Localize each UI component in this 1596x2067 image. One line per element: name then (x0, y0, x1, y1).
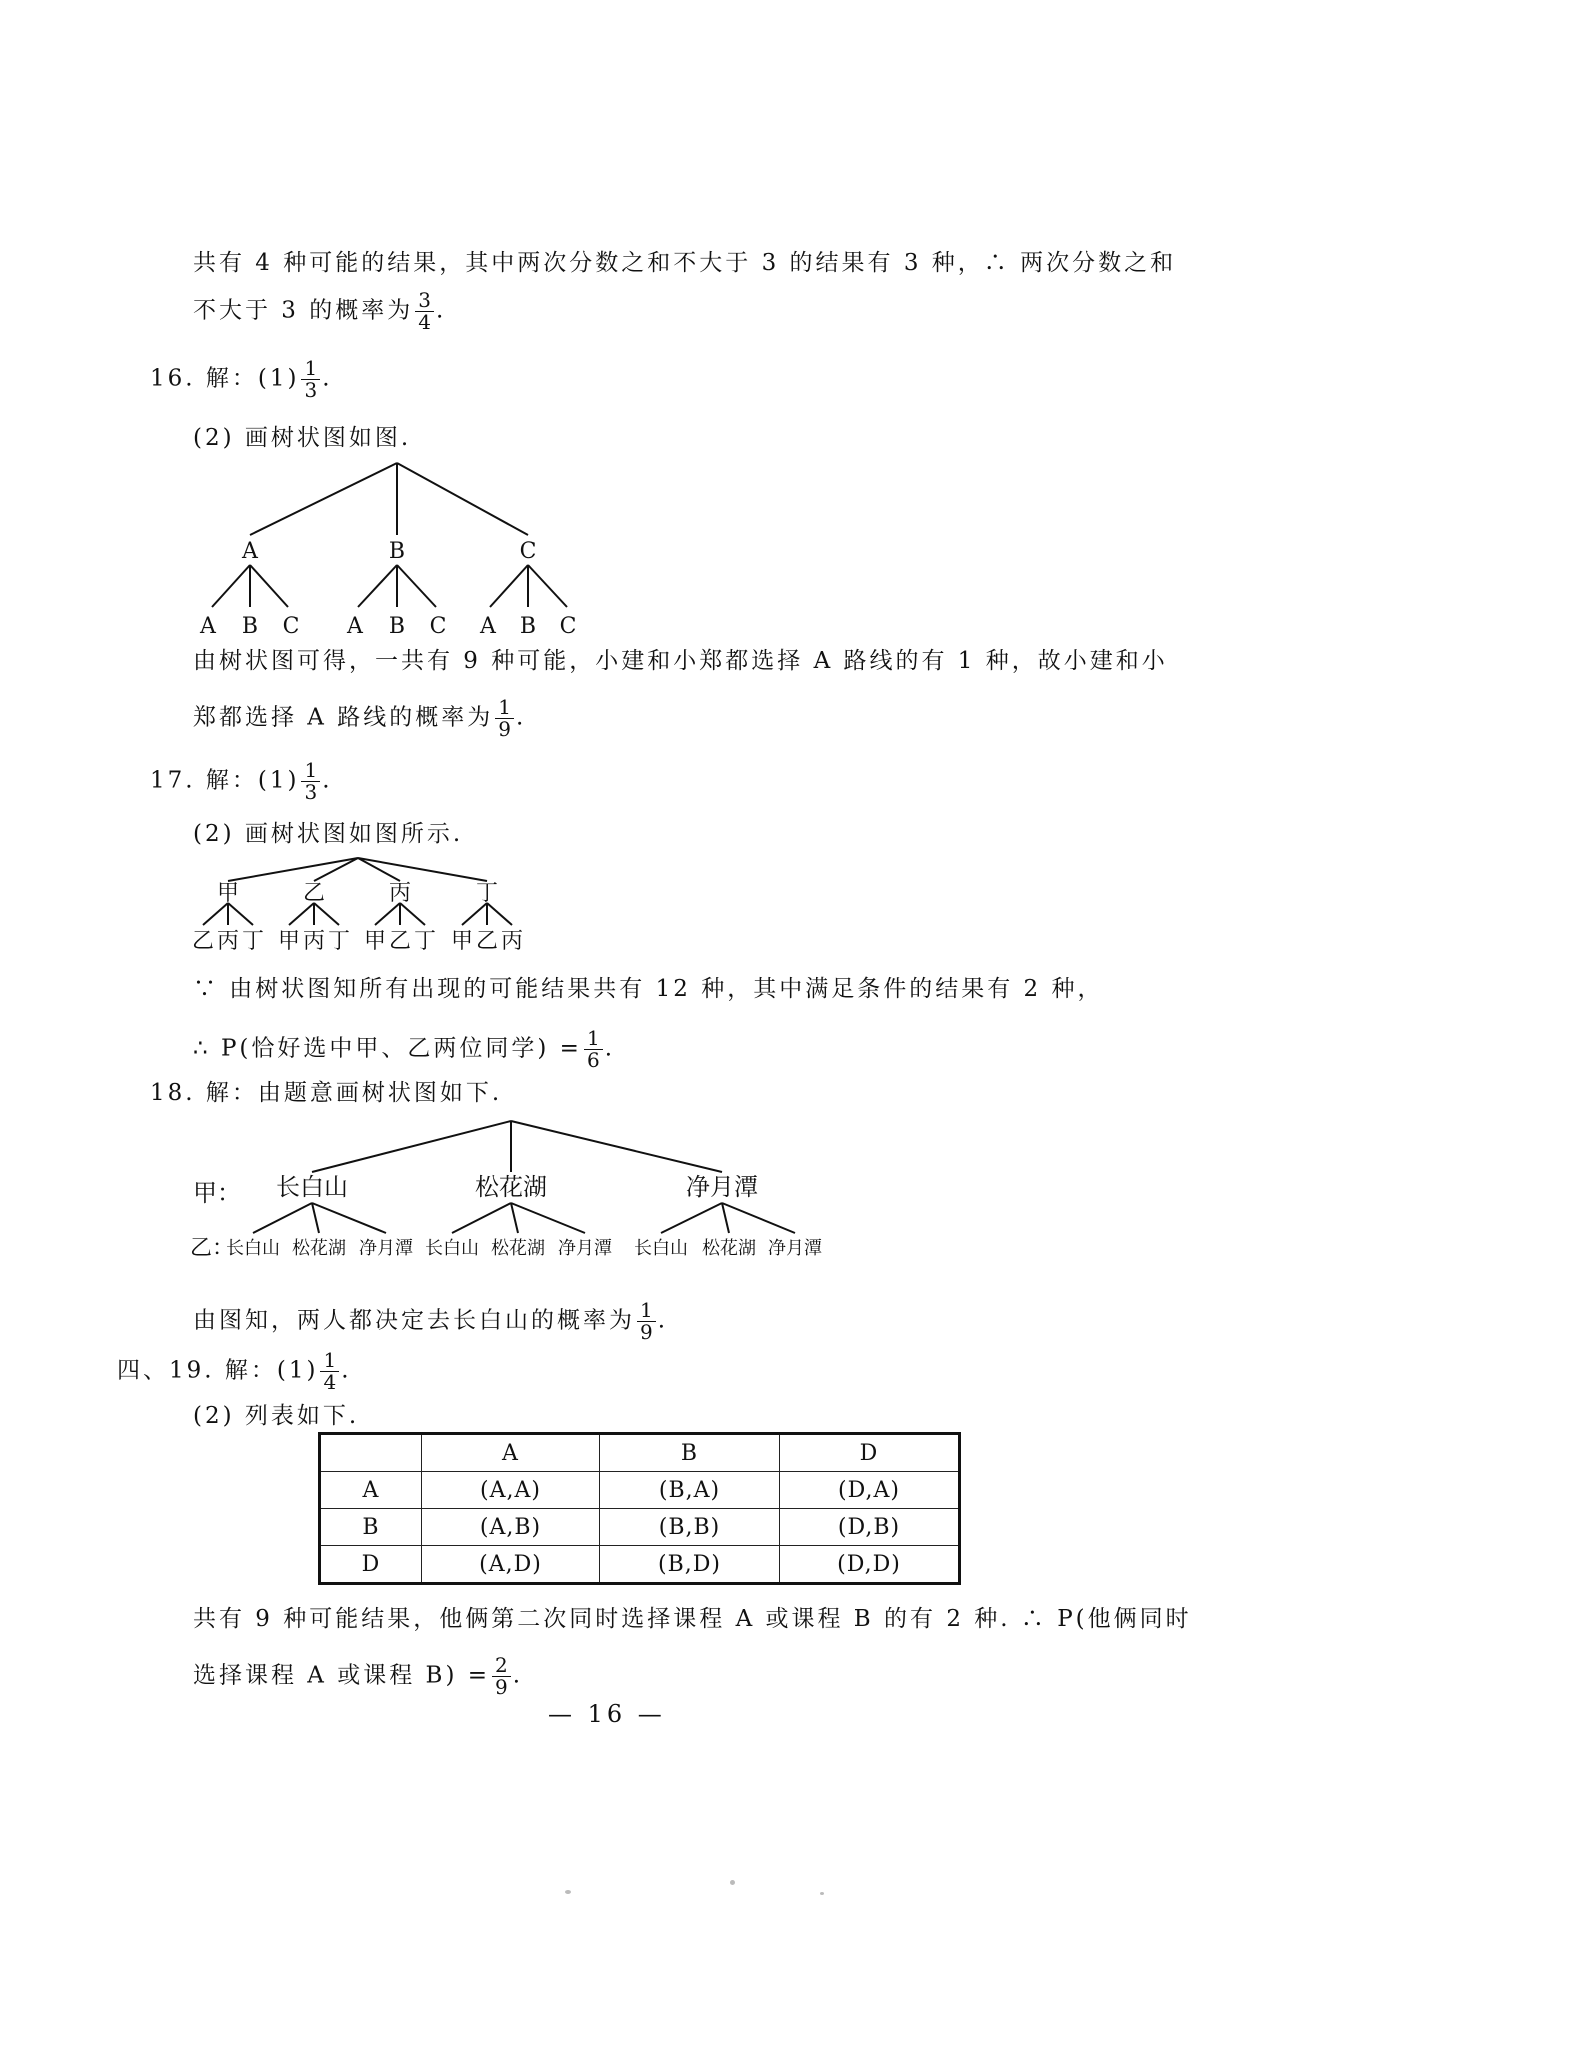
p17-leaf: 甲 (363, 929, 387, 954)
p18-frac-den: 9 (640, 1320, 653, 1344)
p19-fraction2 (492, 1655, 511, 1698)
p15-line2-text: 不大于 3 的概率为 (193, 297, 414, 324)
p17-leaf: 乙 (191, 929, 215, 954)
p16-part2: (2) 画树状图如图. (193, 425, 412, 451)
p17-because: ∵ 由树状图知所有出现的可能结果共有 12 种，其中满足条件的结果有 2 种， (193, 976, 1104, 1002)
scan-speck (565, 1890, 571, 1894)
p17-leaf: 甲 (450, 929, 474, 954)
p16-leaf: B (388, 614, 406, 639)
p17-therefore-text: ∴ P(恰好选中甲、乙两位同学) = (193, 1035, 582, 1062)
table-cell (320, 1434, 422, 1472)
p17-node: 丁 (475, 881, 499, 906)
p16-leaf: C (429, 614, 447, 639)
table-cell: (B,D) (600, 1546, 780, 1584)
p19-conclusion1: 共有 9 种可能结果，他俩第二次同时选择课程 A 或课程 B 的有 2 种. ∴ P(他俩同时 (193, 1606, 1192, 1632)
p17-frac1-den: 3 (304, 780, 318, 804)
p16-frac1-den: 3 (304, 378, 318, 402)
p19-conclusion2-text: 选择课程 A 或课程 B) = (193, 1662, 491, 1689)
p17-end: . (322, 767, 333, 794)
p18-leaf: 松花湖 (292, 1238, 346, 1259)
p17-leaf: 丙 (216, 929, 240, 954)
p18-node-changbaishan: 长白山 (276, 1173, 348, 1201)
p16-node-b: B (388, 539, 406, 564)
p16-leaf: C (282, 614, 300, 639)
scan-speck (820, 1892, 824, 1895)
page-number: — 16 — (548, 1700, 666, 1728)
p17-node: 乙 (302, 881, 326, 906)
table-cell: (A,B) (422, 1509, 600, 1546)
p15-line1: 共有 4 种可能的结果，其中两次分数之和不大于 3 的结果有 3 种，∴ 两次分数之和 (193, 250, 1177, 276)
p16-leaf: A (347, 614, 363, 639)
p18-leaf: 长白山 (226, 1238, 280, 1259)
table-row (320, 1509, 960, 1546)
p18-node-jingyuetan: 净月潭 (686, 1173, 758, 1201)
p15-end: . (436, 297, 447, 324)
p18-leaf: 长白山 (634, 1238, 688, 1259)
p17-frac2-num: 1 (584, 1028, 603, 1050)
p17-leaf: 乙 (388, 929, 412, 954)
p18-conclusion-text: 由图知，两人都决定去长白山的概率为 (193, 1307, 635, 1334)
table-cell: (B,A) (600, 1472, 780, 1509)
p17-part2: (2) 画树状图如图所示. (193, 821, 464, 847)
p18-leaf: 净月潭 (768, 1238, 822, 1259)
p18-leaf: 松花湖 (702, 1238, 756, 1259)
table-row (320, 1472, 960, 1509)
p19-end2: . (512, 1662, 524, 1689)
p17-leaf: 甲 (277, 929, 301, 954)
p15-frac-num: 3 (415, 290, 434, 312)
table-cell: (A,A) (422, 1472, 600, 1509)
p16-leaf: C (559, 614, 577, 639)
p18-frac-num: 1 (637, 1300, 656, 1322)
table-cell: (D,A) (780, 1472, 960, 1509)
p18-conclusion (193, 1300, 668, 1343)
p16-leaf: A (480, 614, 496, 639)
p18-row1-label: 甲： (193, 1179, 241, 1207)
p16-end: . (322, 365, 333, 392)
p17-leaf: 丁 (327, 929, 351, 954)
p16-end2: . (515, 704, 527, 731)
p16-conclusion2-text: 郑都选择 A 路线的概率为 (193, 704, 494, 731)
p18-leaf: 净月潭 (558, 1238, 612, 1259)
p16-conclusion1: 由树状图可得，一共有 9 种可能，小建和小郑都选择 A 路线的有 1 种，故小建和小 (193, 648, 1168, 674)
p17-node: 甲 (216, 881, 240, 906)
scan-speck (730, 1880, 735, 1885)
table-header-row (320, 1434, 960, 1472)
p19-frac2-num: 2 (492, 1655, 511, 1677)
table-cell: A (422, 1434, 600, 1472)
p19-end: . (341, 1357, 352, 1384)
p18-leaf: 长白山 (425, 1238, 479, 1259)
p16-label: 16. 解：(1) (150, 365, 300, 392)
p18-fraction (637, 1300, 656, 1343)
p19-conclusion2 (193, 1655, 523, 1698)
p17-leaf: 丙 (302, 929, 326, 954)
p17-node: 丙 (388, 881, 412, 906)
p16-leaf: B (241, 614, 259, 639)
p16-leaf: B (519, 614, 537, 639)
p16-frac2-den: 9 (498, 717, 511, 741)
p18-end: . (657, 1307, 669, 1334)
table-row (320, 1546, 960, 1584)
p17-leaf: 丙 (500, 929, 524, 954)
table-cell: D (780, 1434, 960, 1472)
p19-fraction1 (320, 1350, 339, 1393)
p17-leaf: 丁 (241, 929, 265, 954)
table-cell: (B,B) (600, 1509, 780, 1546)
p19-line1 (117, 1350, 352, 1393)
p16-frac2-num: 1 (495, 697, 514, 719)
table-cell: (D,D) (780, 1546, 960, 1584)
p16-frac1-num: 1 (301, 358, 320, 380)
p17-leaf: 乙 (475, 929, 499, 954)
table-cell: A (320, 1472, 422, 1509)
p15-frac-den: 4 (418, 310, 431, 334)
p16-leaf: A (200, 614, 216, 639)
p17-frac1-num: 1 (301, 760, 320, 782)
p17-leaf: 丁 (413, 929, 437, 954)
table-cell: D (320, 1546, 422, 1584)
p16-node-c: C (519, 539, 537, 564)
p17-label: 17. 解：(1) (150, 767, 300, 794)
p19-outcome-table (318, 1432, 961, 1585)
table-cell: B (320, 1509, 422, 1546)
p17-frac2-den: 6 (586, 1048, 600, 1072)
table-cell: B (600, 1434, 780, 1472)
p19-frac1-num: 1 (320, 1350, 339, 1372)
p18-leaf: 净月潭 (359, 1238, 413, 1259)
p19-frac1-den: 4 (323, 1370, 337, 1394)
p18-node-songhuahu: 松花湖 (475, 1173, 547, 1201)
p18-leaf: 松花湖 (491, 1238, 545, 1259)
p18-row2-label: 乙： (190, 1236, 235, 1261)
p17-end2: . (604, 1035, 615, 1062)
p19-label: 四、19. 解：(1) (117, 1357, 319, 1384)
table-cell: (A,D) (422, 1546, 600, 1584)
p19-part2: (2) 列表如下. (193, 1403, 360, 1429)
p19-frac2-den: 9 (495, 1675, 508, 1699)
p16-node-a: A (242, 539, 258, 564)
table-cell: (D,B) (780, 1509, 960, 1546)
p18-label: 18. 解：由题意画树状图如下. (150, 1080, 503, 1106)
